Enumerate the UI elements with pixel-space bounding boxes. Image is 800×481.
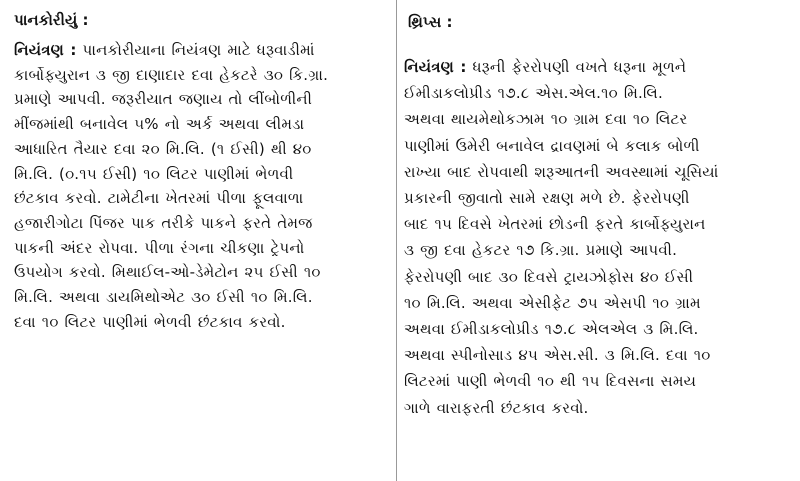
left-line-11: મિ.લિ. અથવા ડાયમિથોએટ ૩૦ ઈસી ૧૦ મિ.લિ.: [14, 288, 313, 307]
left-line-3: પ્રમાણે આપવી. જરૂરીયાત જણાય તો લીંબોળીની: [14, 90, 313, 109]
right-line-10: ૧૦ મિ.લિ. અથવા એસીફેટ ૭૫ એસપી ૧૦ ગ્રામ: [404, 293, 701, 312]
right-line-14: ગાળે વારાફરતી છંટકાવ કરવો.: [404, 398, 589, 417]
left-line-9: પાકની અંદર રોપવા. પીળા રંગના ચીકણા ટ્રેપનો: [14, 238, 305, 257]
left-label: નિયંત્રણ :: [14, 41, 77, 59]
right-line-7: બાદ ૧૫ દિવસે ખેતરમાં છોડની ફરતે કાર્બોફ્યુરાન: [404, 215, 706, 234]
left-line-12: દવા ૧૦ લિટર પાણીમાં ભેળવી છંટકાવ કરવો.: [14, 312, 286, 331]
left-line-6: મિ.લિ. (૦.૧૫ ઈસી) ૧૦ લિટર પાણીમાં ભેળવી: [14, 164, 294, 183]
left-line-1: નિયંત્રણ : પાનકોરીયાના નિયંત્રણ માટે ધરૂવાડીમાં: [14, 41, 315, 59]
left-heading: પાનકોરીયું :: [14, 11, 89, 29]
right-line-1: નિયંત્રણ : ધરૂની ફેરરોપણી વખતે ધરૂના મૂળને: [404, 58, 687, 76]
right-line-9: ફેરરોપણી બાદ ૩૦ દિવસે ટ્રાયઝોફોસ ૪૦ ઈસી: [404, 267, 694, 286]
left-body: [14, 38, 390, 334]
right-body: [404, 54, 788, 421]
right-line-8: ૩ જી દવા હેકટર ૧૭ કિ.ગ્રા. પ્રમાણે આપવી.: [404, 241, 678, 260]
left-line-4: મીંજમાંથી બનાવેલ ૫% નો અર્ક અથવા લીમડા: [14, 115, 305, 134]
right-line-13: લિટરમાં પાણી ભેળવી ૧૦ થી ૧૫ દિવસના સમય: [404, 372, 697, 391]
left-line-8: હજારીગોટા પિંજર પાક તરીકે પાકને ફરતે તેમજ: [14, 213, 313, 232]
right-heading: થ્રિપ્સ :: [408, 13, 453, 31]
right-line-11: અથવા ઈમીડાકલોપ્રીડ ૧૭.૮ એલએલ ૩ મિ.લિ.: [404, 320, 699, 339]
column-divider: [396, 0, 397, 481]
right-line-6: પ્રકારની જીવાતો સામે રક્ષણ મળે છે. ફેરરોપણી: [404, 189, 690, 208]
right-line-4: પાણીમાં ઉમેરી બનાવેલ દ્રાવણમાં બે કલાક બોળી: [404, 136, 700, 155]
left-line-10: ઉપયોગ કરવો. મિથાઈલ-ઓ-ડેમેટોન ૨૫ ઈસી ૧૦: [14, 263, 321, 282]
right-line-3: અથવા થાયમેથોકઝામ ૧૦ ગ્રામ દવા ૧૦ લિટર: [404, 110, 688, 129]
right-line-12: અથવા સ્પીનોસાડ ૪૫ એસ.સી. ૩ મિ.લિ. દવા ૧૦: [404, 346, 711, 365]
right-label: નિયંત્રણ :: [404, 58, 467, 76]
right-line-2: ઈમીડાકલોપ્રીડ ૧૭.૮ એસ.એલ.૧૦ મિ.લિ.: [404, 84, 663, 103]
left-line-5: આધારિત તૈયાર દવા ૨૦ મિ.લિ. (૧ ઈસી) થી ૪૦: [14, 139, 312, 158]
left-line-7: છંટકાવ કરવો. ટામેટીના ખેતરમાં પીળા ફૂલવાળા: [14, 189, 304, 208]
left-line-2: કાર્બોફ્યુરાન ૩ જી દાણાદાર દવા હેકટરે ૩૦ કિ.ગ્રા.: [14, 65, 329, 84]
right-line-5: રાખ્યા બાદ રોપવાથી શરૂઆતની અવસ્થામાં ચૂસિયાં: [404, 162, 719, 181]
